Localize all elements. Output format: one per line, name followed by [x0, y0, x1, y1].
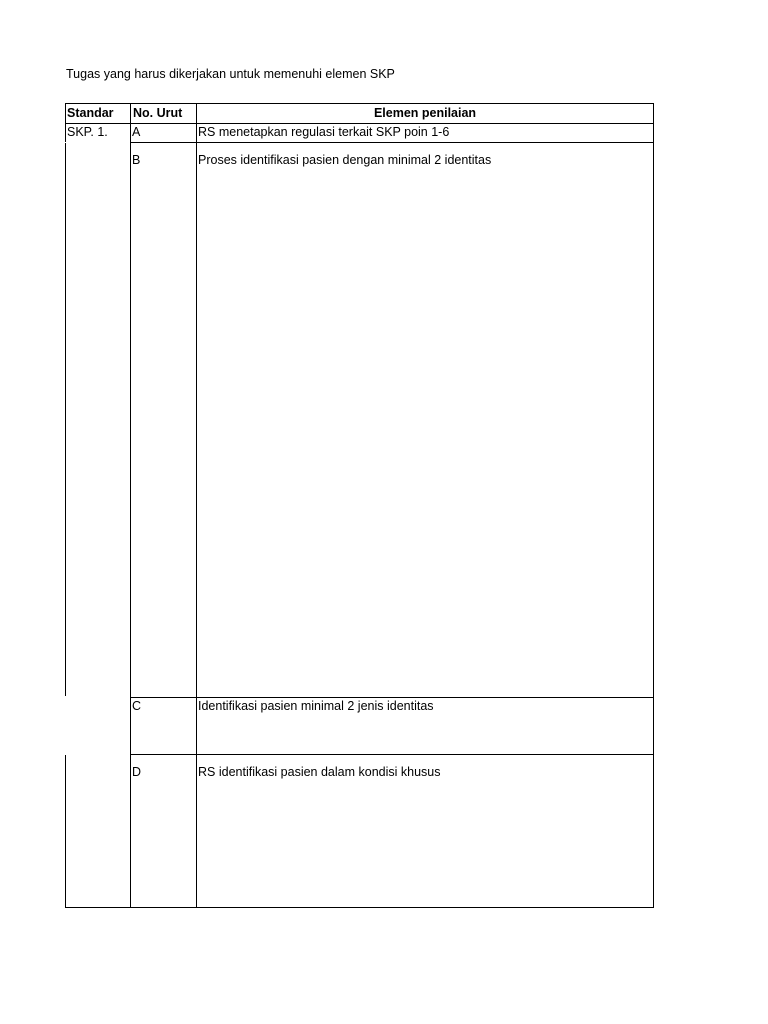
header-standar: Standar — [67, 106, 114, 120]
row-d-elemen: RS identifikasi pasien dalam kondisi khusus — [198, 765, 441, 779]
standar-left-border-middle — [65, 143, 66, 696]
row-b-elemen: Proses identifikasi pasien dengan minimal 2 identitas — [198, 153, 492, 167]
row-a-bottom-border — [130, 142, 654, 143]
standar-left-border-top — [65, 103, 66, 142]
header-elemen-penilaian: Elemen penilaian — [373, 106, 477, 120]
column-divider-1 — [130, 103, 131, 908]
document-title: Tugas yang harus dikerjakan untuk memenuhi elemen SKP — [66, 67, 395, 81]
standard-label: SKP. 1. — [67, 125, 108, 139]
table-bottom-border — [65, 907, 654, 908]
row-c-bottom-border — [130, 754, 654, 755]
table-top-border — [65, 103, 654, 104]
row-b-no: B — [132, 153, 141, 167]
header-no-urut: No. Urut — [133, 106, 183, 120]
column-divider-2 — [196, 103, 197, 908]
row-a-no: A — [132, 125, 141, 139]
row-d-no: D — [132, 765, 142, 779]
row-c-elemen: Identifikasi pasien minimal 2 jenis identitas — [198, 699, 434, 713]
row-a-elemen: RS menetapkan regulasi terkait SKP poin 1-6 — [198, 125, 450, 139]
table-right-border — [653, 103, 654, 908]
row-c-no: C — [132, 699, 142, 713]
standar-left-border-bottom — [65, 755, 66, 907]
